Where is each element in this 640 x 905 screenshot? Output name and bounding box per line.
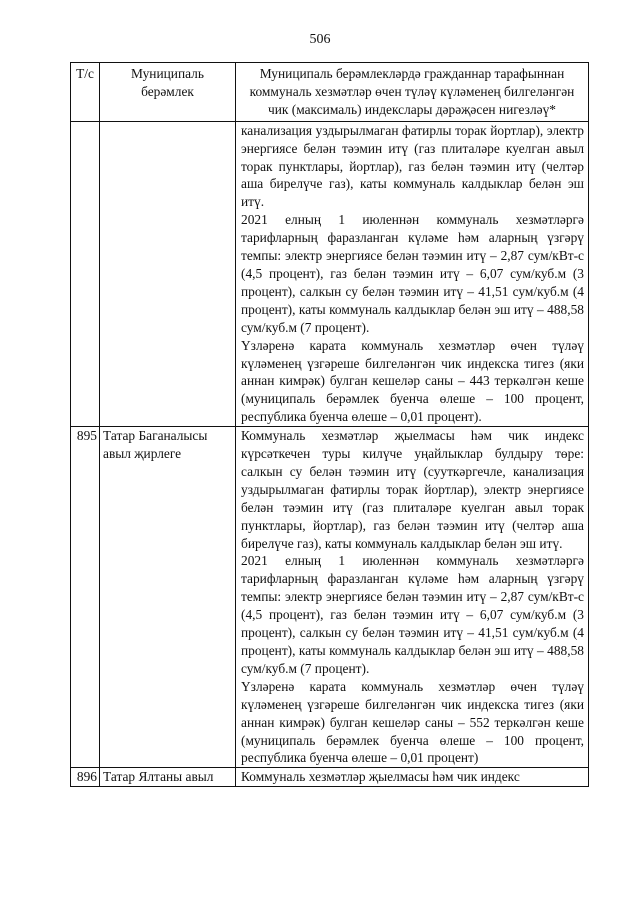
- row-number: [71, 121, 100, 426]
- row-number: 895: [71, 427, 100, 768]
- description-paragraph: Үзләренә карата коммуналь хезмәтләр өчен түләү күләменең үзгәреше билгеләнгән чик индекска тигез (яки аннан кимрәк) булган кешеләр саны – 443 теркәлгән кеше (муниципаль берәмлек буенча өлеше – 100 процент, республика буенча өлеше – 0,01 процент).: [241, 337, 584, 425]
- description-paragraph: Коммуналь хезмәтләр җыелмасы һәм чик индекс күрсәткечен туры килүче уңайлыклар булдыру төре: салкын су белән тәэмин итү (сууткәргечле, канализация уздырылмаган фатирлы торак йортлар), электр энергиясе белән тәэмин итү (газ плиталәре куелган авыл торак пунктлары, йортлар), газ белән тәэмин итү (челтәр аша бирелүче газ), каты коммуналь калдыклар белән эш итү.: [241, 428, 584, 551]
- row-description: [236, 121, 589, 426]
- header-municipality: Муниципаль берәмлек: [100, 63, 236, 122]
- header-number: Т/с: [71, 63, 100, 122]
- row-municipality: Татар Ялтаны авыл: [100, 768, 236, 787]
- description-paragraph: 2021 елның 1 июленнән коммуналь хезмәтләргә тарифларның фаразланган күләме һәм аларның үзгәрү темпы: электр энергиясе белән тәэмин итү – 2,87 сум/кВт-с (4,5 процент), газ белән тәэмин итү – 6,07 сум/куб.м (3 процент), салкын су белән тәэмин итү – 41,51 сум/куб.м (4 процент), каты коммуналь калдыклар белән эш итү – 488,58 сум/куб.м (7 процент).: [241, 212, 584, 335]
- description-paragraph: Үзләренә карата коммуналь хезмәтләр өчен түләү күләменең үзгәреше билгеләнгән чик индекска тигез (яки аннан кимрәк) булган кешеләр саны – 552 теркәлгән кеше (муниципаль берәмлек буенча өлеше – 100 процент, республика буенча өлеше – 0,01 процент): [241, 678, 584, 766]
- page-number: 506: [309, 32, 331, 47]
- description-paragraph: 2021 елның 1 июленнән коммуналь хезмәтләргә тарифларның фаразланган күләме һәм аларның үзгәрү темпы: электр энергиясе белән тәэмин итү – 2,87 сум/кВт-с (4,5 процент), газ белән тәэмин итү – 6,07 сум/куб.м (3 процент), салкын су белән тәэмин итү – 41,51 сум/куб.м (4 процент), каты коммуналь калдыклар белән эш итү – 488,58 сум/куб.м (7 процент).: [241, 553, 584, 676]
- document-table: [70, 62, 589, 787]
- table-row: [71, 121, 589, 426]
- description-paragraph: канализация уздырылмаган фатирлы торак йортлар), электр энергиясе белән тәэмин итү (газ плиталәре куелган авыл торак пунктлары, йортлар), газ белән тәэмин итү (челтәр аша бирелүче газ), каты коммуналь калдыклар белән эш итү.: [241, 122, 584, 210]
- row-municipality: [100, 121, 236, 426]
- table-header-row: [71, 63, 589, 122]
- row-municipality: Татар Баганалысы авыл җирлеге: [100, 427, 236, 768]
- header-description: Муниципаль берәмлекләрдә гражданнар тарафыннан коммуналь хезмәтләр өчен түләү күләменең билгеләнгән чик (максималь) индекслары дәрәҗәсен нигезләү*: [236, 63, 589, 122]
- row-description: [236, 427, 589, 768]
- table-row: [71, 427, 589, 768]
- description-paragraph: Коммуналь хезмәтләр җыелмасы һәм чик индекс: [241, 769, 520, 785]
- row-number: 896: [71, 768, 100, 787]
- row-description: [236, 768, 589, 787]
- table-row: [71, 768, 589, 787]
